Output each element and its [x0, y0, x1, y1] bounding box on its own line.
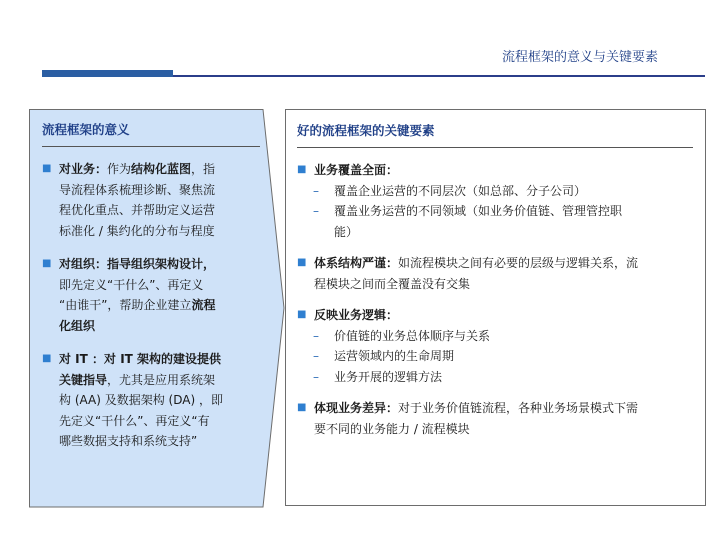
left-item-text: 结构化蓝图 [131, 162, 192, 176]
right-section [297, 160, 695, 242]
dash-bullet-icon: – [313, 204, 319, 218]
right-panel [285, 109, 706, 506]
left-item-text: 对 IT 架构的建设提供 [104, 352, 222, 366]
left-item-label: 对 IT ： [59, 352, 105, 366]
left-item-text: “由谁干”，帮助企业建立 [59, 298, 192, 312]
left-item-text: 构 (AA) 及数据架构 (DA) ，即 [59, 393, 223, 407]
left-item-line [59, 221, 262, 242]
right-section-heading [297, 305, 695, 326]
square-bullet-icon: ■ [42, 163, 52, 174]
right-section-text-cont: 程模块之间而全覆盖没有交集 [314, 276, 471, 291]
left-item-label: 对业务： [59, 162, 108, 176]
header-rule [173, 75, 705, 77]
right-section-line [314, 398, 695, 419]
right-panel-divider [297, 147, 693, 148]
left-item-text: 流程 [191, 298, 216, 312]
left-item-text: 指导组织架构设计， [107, 257, 216, 271]
left-panel-divider [42, 146, 260, 147]
left-item-text: ，尤其是应用系统架 [107, 372, 216, 387]
right-section-line [314, 305, 695, 326]
left-item [42, 254, 262, 336]
left-item-text: 哪些数据支持和系统支持” [59, 434, 198, 448]
right-section-line [314, 160, 695, 181]
right-subitem-line: 业务开展的逻辑方法 [334, 369, 443, 384]
right-section-label: 体现业务差异： [314, 401, 399, 415]
left-item-line [59, 254, 262, 275]
slide-title: 流程框架的意义与关键要素 [501, 50, 658, 65]
right-subitem [297, 326, 695, 347]
square-bullet-icon: ■ [42, 258, 52, 269]
dash-bullet-icon: – [313, 369, 319, 384]
right-subitem [297, 201, 695, 242]
left-item-line [59, 370, 262, 391]
right-section [297, 305, 695, 387]
square-bullet-icon: ■ [297, 402, 307, 413]
header-accent-bar [42, 70, 173, 77]
left-item-text: 标准化 / 集约化的分布与程度 [59, 223, 215, 238]
right-section [297, 398, 695, 439]
square-bullet-icon: ■ [297, 164, 307, 175]
right-section [297, 253, 695, 294]
right-section-heading [297, 253, 695, 294]
square-bullet-icon: ■ [297, 257, 307, 268]
left-item-text: 程优化重点、并帮助定义运营 [59, 203, 216, 217]
left-item-text: 导流程体系梳理诊断、聚焦流 [59, 182, 216, 197]
right-subitem-line: 覆盖业务运营的不同领域（如业务价值链、管理管控职 [334, 204, 623, 218]
left-item-text: 作为 [107, 162, 132, 176]
right-section-text: 对于业务价值链流程，各种业务场景模式下需 [398, 401, 639, 415]
right-subitem-line: 能） [334, 224, 359, 239]
left-item [42, 159, 262, 241]
left-item-line [59, 180, 262, 201]
right-section-text-cont: 要不同的业务能力 / 流程模块 [314, 421, 470, 436]
left-item-text: 关键指导 [59, 372, 108, 387]
left-item-line [59, 159, 262, 180]
left-item-line [59, 390, 262, 411]
left-item [42, 349, 262, 452]
left-item-line [59, 411, 262, 432]
right-subitem-line: 运营领域内的生命周期 [334, 349, 455, 363]
left-panel [29, 109, 285, 508]
right-subitem-line: 覆盖企业运营的不同层次（如总部、分子公司） [334, 183, 587, 198]
left-item-text: 先定义“干什么”、再定义“有 [59, 413, 210, 428]
dash-bullet-icon: – [313, 183, 319, 198]
left-item-label: 对组织： [59, 257, 108, 271]
right-section-heading [297, 160, 695, 181]
right-section-label: 业务覆盖全面： [314, 163, 399, 177]
right-section-label: 体系结构严谨： [314, 256, 399, 270]
square-bullet-icon: ■ [42, 353, 52, 364]
left-item-line [59, 349, 262, 370]
right-section-label: 反映业务逻辑： [314, 308, 399, 322]
left-item-line [59, 200, 262, 221]
right-subitem [297, 367, 695, 388]
dash-bullet-icon: – [313, 328, 319, 343]
dash-bullet-icon: – [313, 349, 319, 363]
right-section-line [314, 253, 695, 274]
left-item-text: 化组织 [59, 318, 96, 333]
right-section-heading [297, 398, 695, 439]
right-subitem-line: 价值链的业务总体顺序与关系 [334, 328, 491, 343]
left-item-line [59, 275, 262, 296]
left-item-line [59, 295, 262, 316]
left-item-line [59, 316, 262, 337]
left-item-text: 即先定义“干什么”、再定义 [59, 277, 204, 292]
left-item-line [59, 431, 262, 452]
left-item-text: ，指 [191, 162, 216, 176]
square-bullet-icon: ■ [297, 309, 307, 320]
left-panel-heading: 流程框架的意义 [42, 122, 130, 137]
right-section-text: 如流程模块之间有必要的层级与逻辑关系，流 [398, 256, 639, 270]
right-panel-heading: 好的流程框架的关键要素 [297, 123, 435, 138]
right-subitem [297, 181, 695, 202]
right-subitem [297, 346, 695, 367]
